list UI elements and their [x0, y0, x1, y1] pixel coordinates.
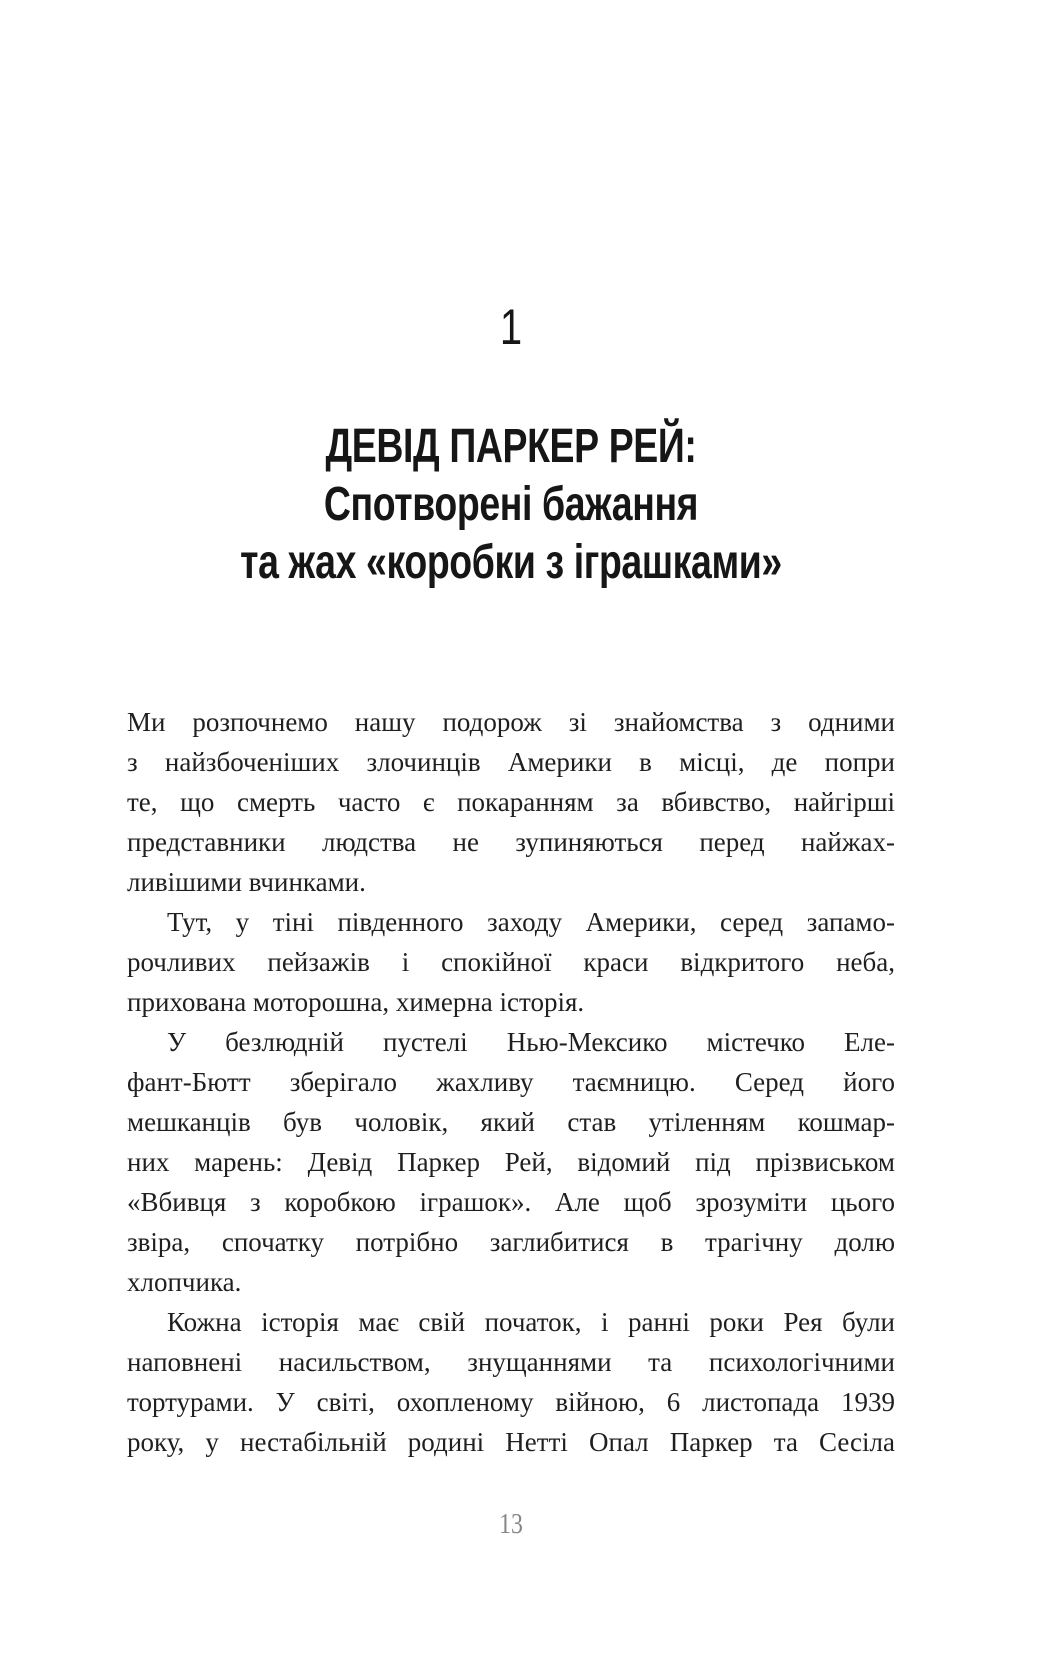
body-line: Ми розпочнемо нашу подорож зі знайомства з одними — [127, 707, 895, 737]
body-line: хлопчика. — [127, 1267, 242, 1297]
body-line: те, що смерть часто є покаранням за вбивство, найгірші — [127, 787, 895, 817]
paragraph — [127, 1022, 895, 1302]
paragraph — [127, 702, 895, 902]
body-line: наповнені насильством, знущаннями та психологічними — [127, 1347, 895, 1377]
body-line: У безлюдній пустелі Нью-Мексико містечко Еле- — [167, 1027, 895, 1057]
body-line: Кожна історія має свій початок, і ранні роки Рея були — [167, 1307, 895, 1337]
body-line: звіра, спочатку потрібно заглибитися в трагічну долю — [127, 1227, 895, 1257]
body-line: рочливих пейзажів і спокійної краси відкритого неба, — [127, 947, 895, 977]
paragraph — [127, 1302, 895, 1462]
body-line: прихована моторошна, химерна історія. — [127, 987, 585, 1017]
body-line: тортурами. У світі, охопленому війною, 6 листопада 1939 — [127, 1387, 895, 1417]
body-line: року, у нестабільній родині Нетті Опал Паркер та Сесіла — [127, 1427, 895, 1457]
body-line: мешканців був чоловік, який став утіленням кошмар- — [127, 1107, 895, 1137]
body-line: представники людства не зупиняються перед найжах- — [127, 827, 895, 857]
chapter-number: 1 — [499, 299, 523, 355]
body-line: «Вбивця з коробкою іграшок». Але щоб зрозуміти цього — [127, 1187, 895, 1217]
body-line: з найзбоченіших злочинців Америки в місці, де попри — [127, 747, 895, 777]
body-line: Тут, у тіні південного заходу Америки, серед запамо- — [167, 907, 895, 937]
chapter-title-line: та жах «коробки з іграшками» — [240, 536, 782, 589]
body-line: ливішими вчинками. — [127, 867, 366, 897]
chapter-title-line: ДЕВІД ПАРКЕР РЕЙ: — [325, 420, 697, 473]
chapter-title — [211, 418, 810, 592]
body-line: них марень: Девід Паркер Рей, відомий під прізвиськом — [127, 1147, 895, 1177]
chapter-title-line: Спотворені бажання — [323, 478, 699, 531]
page-number: 13 — [499, 1509, 523, 1540]
paragraph — [127, 902, 895, 1022]
body-text — [127, 702, 895, 1462]
body-line: фант-Бютт зберігало жахливу таємницю. Серед його — [127, 1067, 895, 1097]
